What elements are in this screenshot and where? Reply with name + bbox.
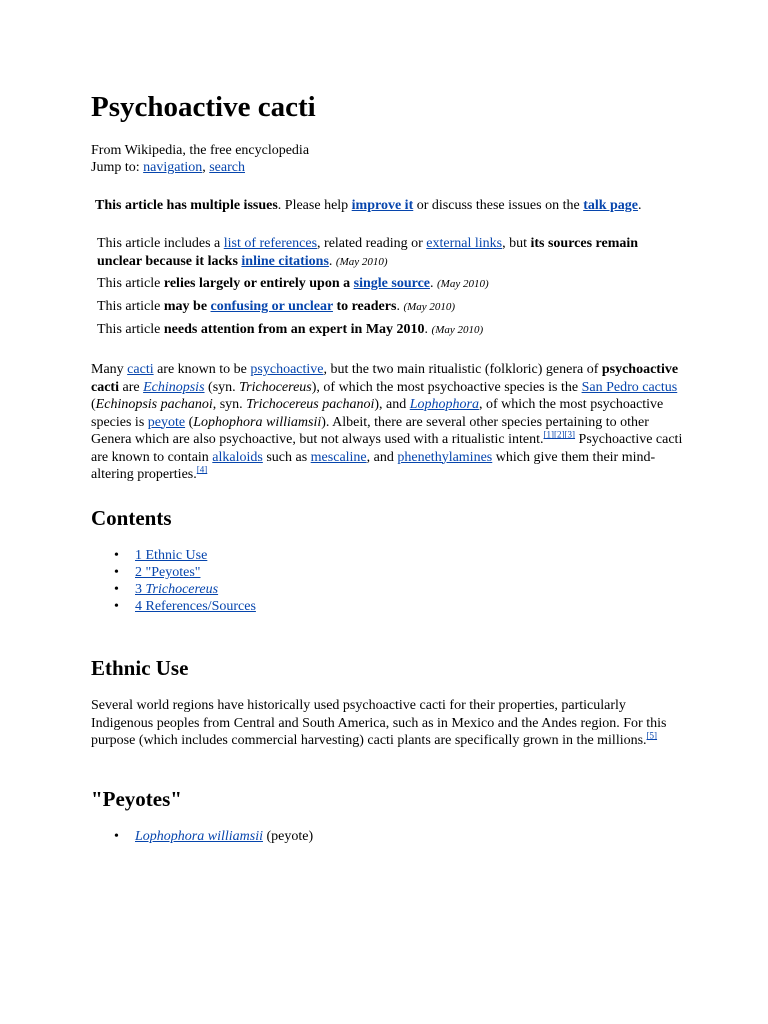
psychoactive-link[interactable]: psychoactive	[250, 362, 324, 377]
alkaloids-link[interactable]: alkaloids	[212, 449, 263, 465]
jump-navigation-link[interactable]: navigation	[143, 160, 203, 175]
jump-links: Jump to: navigation, search	[91, 160, 245, 175]
toc-item	[91, 598, 256, 615]
ref-3[interactable]: [3]	[564, 429, 576, 440]
echinopsis-link[interactable]: Echinopsis	[143, 379, 205, 395]
intro-paragraph: Many cacti are known to be psychoactive, but the two main ritualistic (folkloric) genera of psychoactive cacti are Echinopsis (syn. Trichocereus), of which the most psychoactive species is the San Pedro cactus (Echinopsis pachanoi, syn. Trichocereus pachanoi), and Lophophora, of which the most psychoactive species is peyote (Lophophora williamsii). Albeit, there are several other species pertaining to other Genera which are also psychoactive, but not always used with a ritualistic intent.[1][2][3] Psychoactive cacti are known to contain alkaloids such as mescaline, and phenethylamines which give them their mind-altering properties.[4]	[91, 362, 683, 482]
confusing-link[interactable]: confusing or unclear	[210, 299, 333, 314]
tagline: From Wikipedia, the free encyclopedia	[91, 143, 310, 158]
lophophora-williamsii-link[interactable]: Lophophora williamsii	[135, 829, 263, 844]
list-of-references-link[interactable]: list of references	[223, 236, 318, 251]
san-pedro-link[interactable]: San Pedro cactus	[581, 379, 678, 395]
single-source-link[interactable]: single source	[353, 276, 430, 291]
toc-item	[91, 564, 256, 581]
peyotes-list	[91, 828, 313, 845]
talk-page-link[interactable]: talk page	[583, 198, 639, 213]
ref-5[interactable]: [5]	[646, 730, 658, 741]
cacti-link[interactable]: cacti	[127, 362, 154, 377]
contents-heading: Contents	[91, 506, 172, 530]
ref-4[interactable]: [4]	[196, 464, 208, 475]
toc-ethnic-use-link[interactable]: 1 Ethnic Use	[135, 548, 208, 563]
lophophora-link[interactable]: Lophophora	[409, 397, 479, 412]
improve-link[interactable]: improve it	[351, 198, 414, 213]
issue-references: This article includes a list of references, related reading or external links, but its sources remain unclear because it lacks inline citations. (May 2010)	[97, 236, 639, 269]
ethnic-use-paragraph: Several world regions have historically used psychoactive cacti for their properties, particularly Indigenous peoples from Central and South America, such as in Mexico and the Andes region. For this purpose (which includes commercial harvesting) cacti plants are specifically grown in the millions.[5]	[91, 698, 667, 748]
ethnic-use-heading: Ethnic Use	[91, 656, 189, 680]
toc-peyotes-link[interactable]: 2 "Peyotes"	[135, 565, 201, 580]
ref-2[interactable]: [2]	[554, 429, 565, 440]
inline-citations-link[interactable]: inline citations	[241, 253, 329, 269]
toc-references-link[interactable]: 4 References/Sources	[135, 599, 256, 614]
toc-item	[91, 547, 256, 564]
issues-header: This article has multiple issues. Please help improve it or discuss these issues on the talk page.	[95, 198, 642, 213]
issue-expert: This article needs attention from an expert in May 2010. (May 2010)	[97, 322, 484, 337]
issue-single-source: This article relies largely or entirely upon a single source. (May 2010)	[97, 276, 489, 291]
mescaline-link[interactable]: mescaline	[310, 449, 367, 465]
toc-trichocereus-link[interactable]: 3 Trichocereus	[135, 582, 219, 597]
phenethylamines-link[interactable]: phenethylamines	[397, 449, 493, 465]
peyote-link[interactable]: peyote	[147, 414, 186, 430]
ref-1[interactable]: [1]	[543, 429, 555, 440]
peyotes-heading: "Peyotes"	[91, 787, 182, 811]
external-links-link[interactable]: external links	[426, 236, 503, 251]
issue-confusing: This article may be confusing or unclear to readers. (May 2010)	[97, 299, 456, 314]
jump-search-link[interactable]: search	[209, 160, 245, 175]
toc-item	[91, 581, 256, 598]
contents-list	[91, 547, 256, 615]
page-title: Psychoactive cacti	[91, 91, 316, 123]
list-item: • Lophophora williamsii (peyote)	[91, 828, 313, 845]
